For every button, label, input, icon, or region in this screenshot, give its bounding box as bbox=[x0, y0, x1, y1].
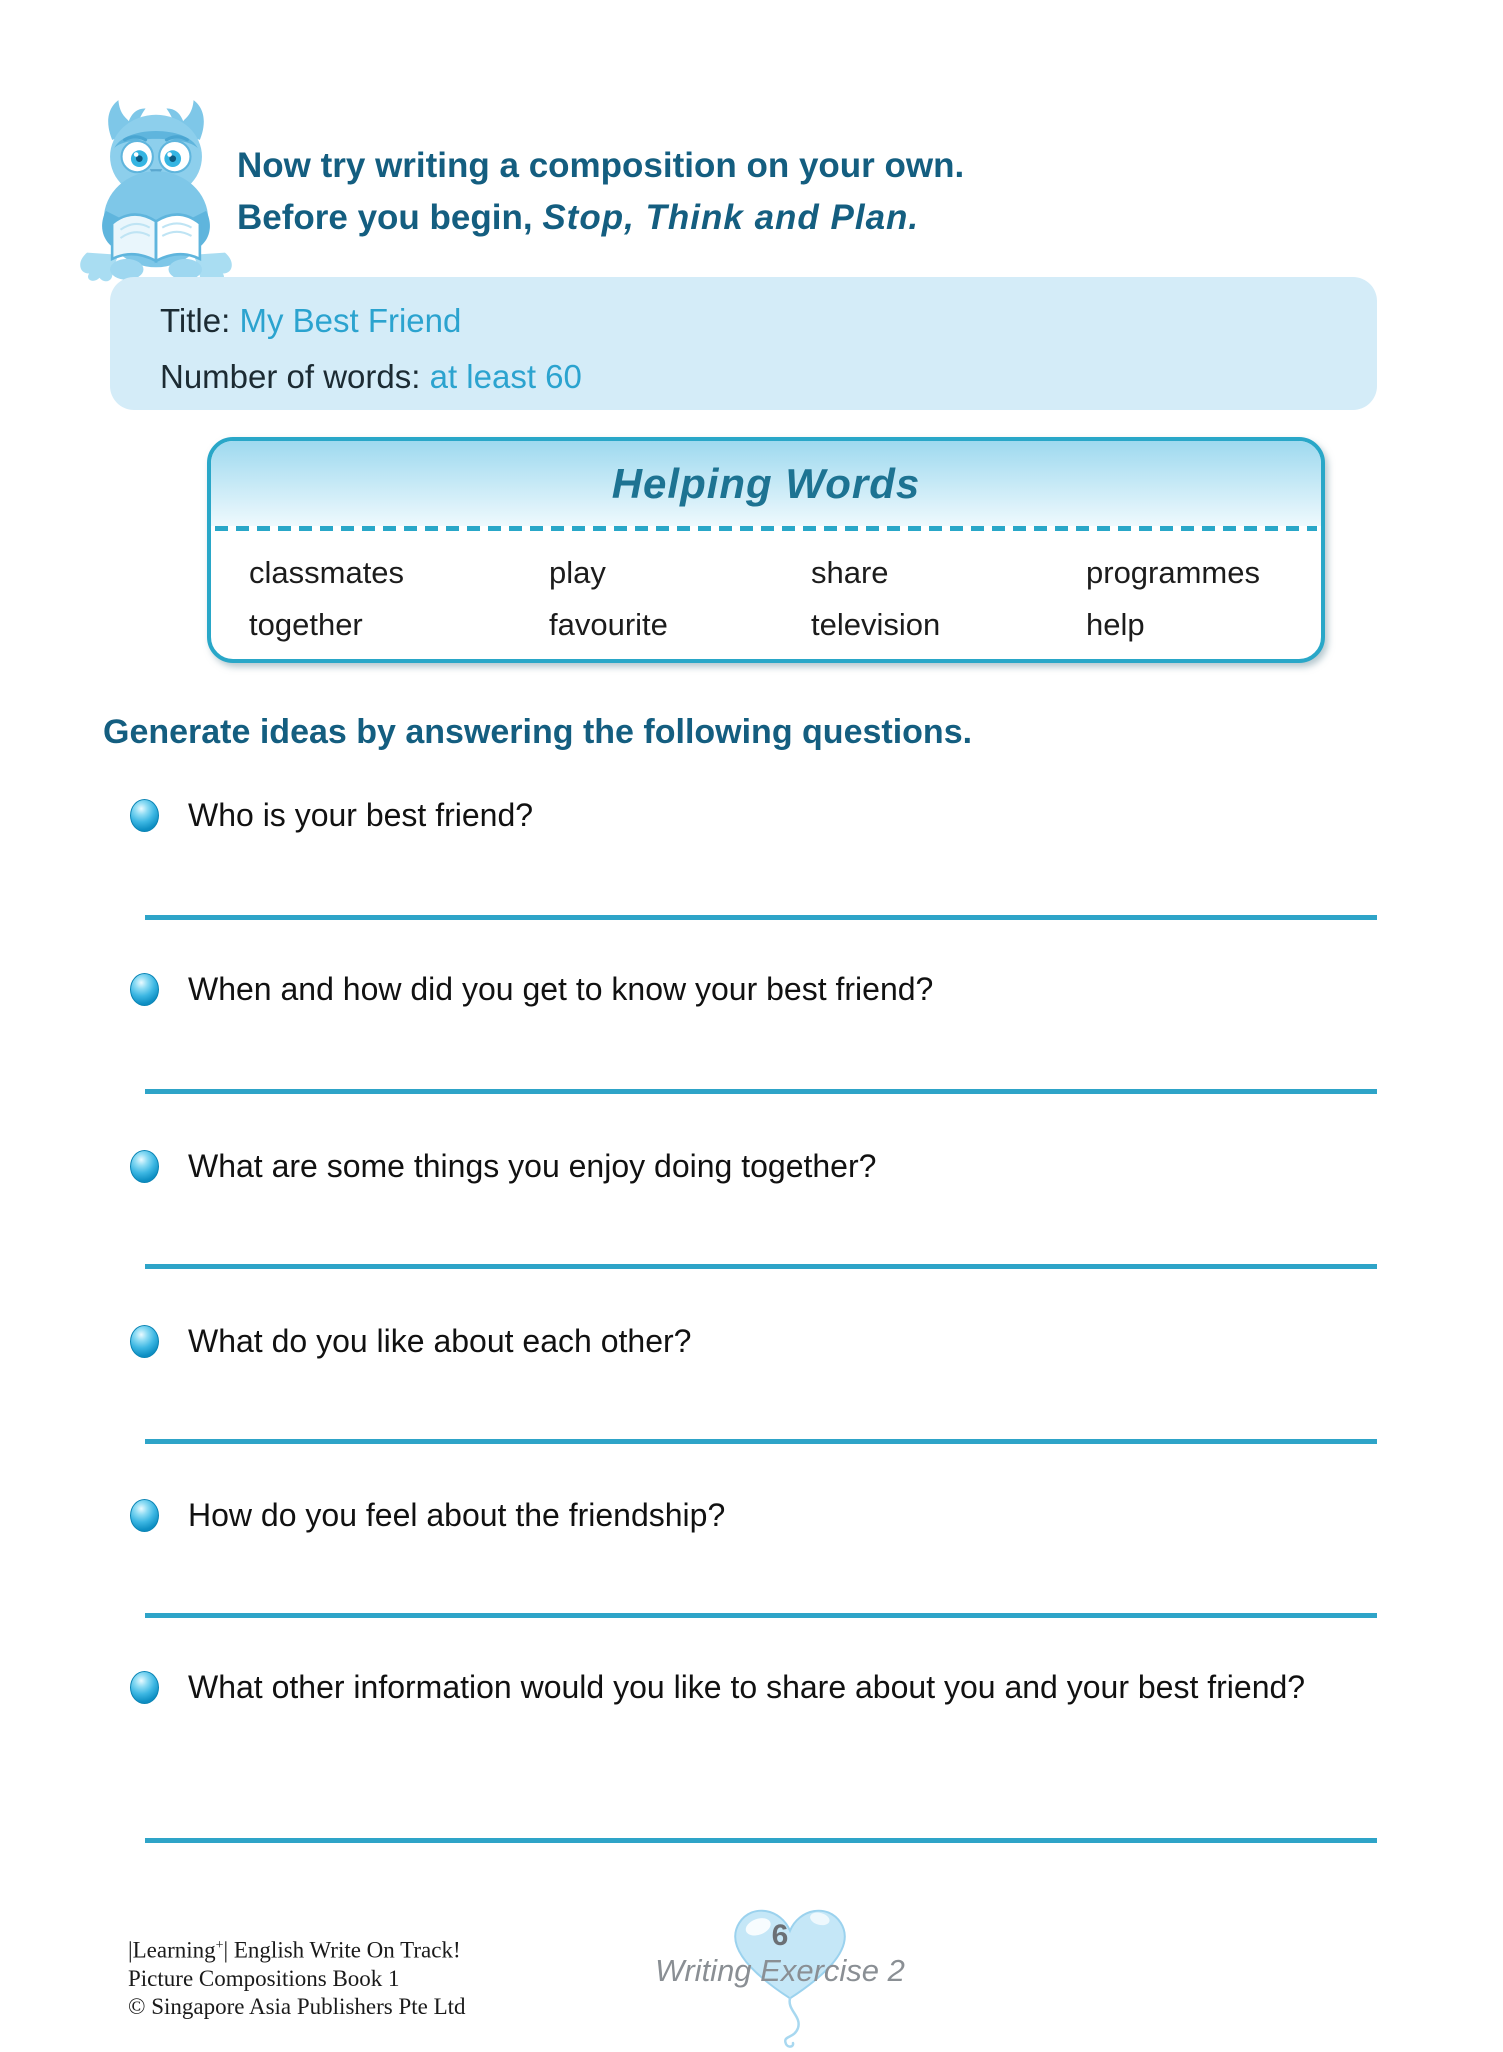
heading-line2: Before you begin, Stop, Think and Plan. bbox=[237, 198, 920, 237]
helping-word: share bbox=[811, 555, 889, 590]
question-text: When and how did you get to know your best friend? bbox=[188, 971, 934, 1007]
owl-mascot-icon bbox=[72, 96, 240, 284]
bullet-icon bbox=[130, 1671, 159, 1704]
page-number: 6 bbox=[771, 1919, 789, 1952]
title-info-box bbox=[110, 277, 1377, 410]
question-text: Who is your best friend? bbox=[188, 797, 534, 833]
answer-line bbox=[145, 1264, 1377, 1269]
title-row bbox=[160, 293, 1377, 349]
helping-words-list bbox=[211, 531, 1321, 643]
question-item bbox=[130, 1492, 1388, 1539]
helping-word: favourite bbox=[549, 607, 668, 642]
question-item bbox=[130, 1318, 1388, 1365]
bullet-icon bbox=[130, 799, 159, 832]
helping-words-title: Helping Words bbox=[211, 441, 1321, 526]
bullet-icon bbox=[130, 973, 159, 1006]
publisher-imprint bbox=[128, 1932, 466, 2021]
title-value: My Best Friend bbox=[239, 302, 462, 339]
question-item bbox=[130, 1143, 1388, 1190]
heading-line1: Now try writing a composition on your own. bbox=[237, 146, 965, 185]
page-heading bbox=[237, 140, 964, 244]
heading-script-phrase: Stop, Think and Plan. bbox=[542, 198, 920, 237]
page-footer-balloon bbox=[615, 1893, 945, 2052]
imprint-line3: © Singapore Asia Publishers Pte Ltd bbox=[128, 1993, 466, 2019]
helping-word: programmes bbox=[1086, 555, 1260, 590]
helping-word: play bbox=[549, 555, 606, 590]
imprint-line1: |Learning+| English Write On Track! bbox=[128, 1937, 461, 1963]
helping-word: help bbox=[1086, 607, 1145, 642]
bullet-icon bbox=[130, 1150, 159, 1183]
question-text: What are some things you enjoy doing together? bbox=[188, 1148, 877, 1184]
word-count-row bbox=[160, 349, 1377, 405]
question-item bbox=[130, 1664, 1388, 1711]
question-item bbox=[130, 966, 1388, 1013]
bullet-icon bbox=[130, 1499, 159, 1532]
helping-word: classmates bbox=[249, 555, 405, 590]
answer-line bbox=[145, 1613, 1377, 1618]
answer-line bbox=[145, 915, 1377, 920]
title-label: Title: bbox=[160, 302, 240, 339]
word-count-value: at least 60 bbox=[429, 358, 582, 395]
answer-line bbox=[145, 1439, 1377, 1444]
helping-words-box bbox=[207, 437, 1325, 663]
bullet-icon bbox=[130, 1325, 159, 1358]
word-count-label: Number of words: bbox=[160, 358, 430, 395]
imprint-line2: Picture Compositions Book 1 bbox=[128, 1965, 400, 1991]
question-text: What do you like about each other? bbox=[188, 1323, 692, 1359]
helping-word: together bbox=[249, 607, 363, 642]
question-item bbox=[130, 792, 1388, 839]
instructions-heading: Generate ideas by answering the following questions. bbox=[103, 713, 973, 751]
question-text: How do you feel about the friendship? bbox=[188, 1497, 726, 1533]
answer-line bbox=[145, 1089, 1377, 1094]
answer-line bbox=[145, 1838, 1377, 1843]
helping-word: television bbox=[811, 607, 941, 642]
exercise-label: Writing Exercise 2 bbox=[655, 1953, 905, 1988]
question-text: What other information would you like to share about you and your best friend? bbox=[188, 1669, 1306, 1705]
